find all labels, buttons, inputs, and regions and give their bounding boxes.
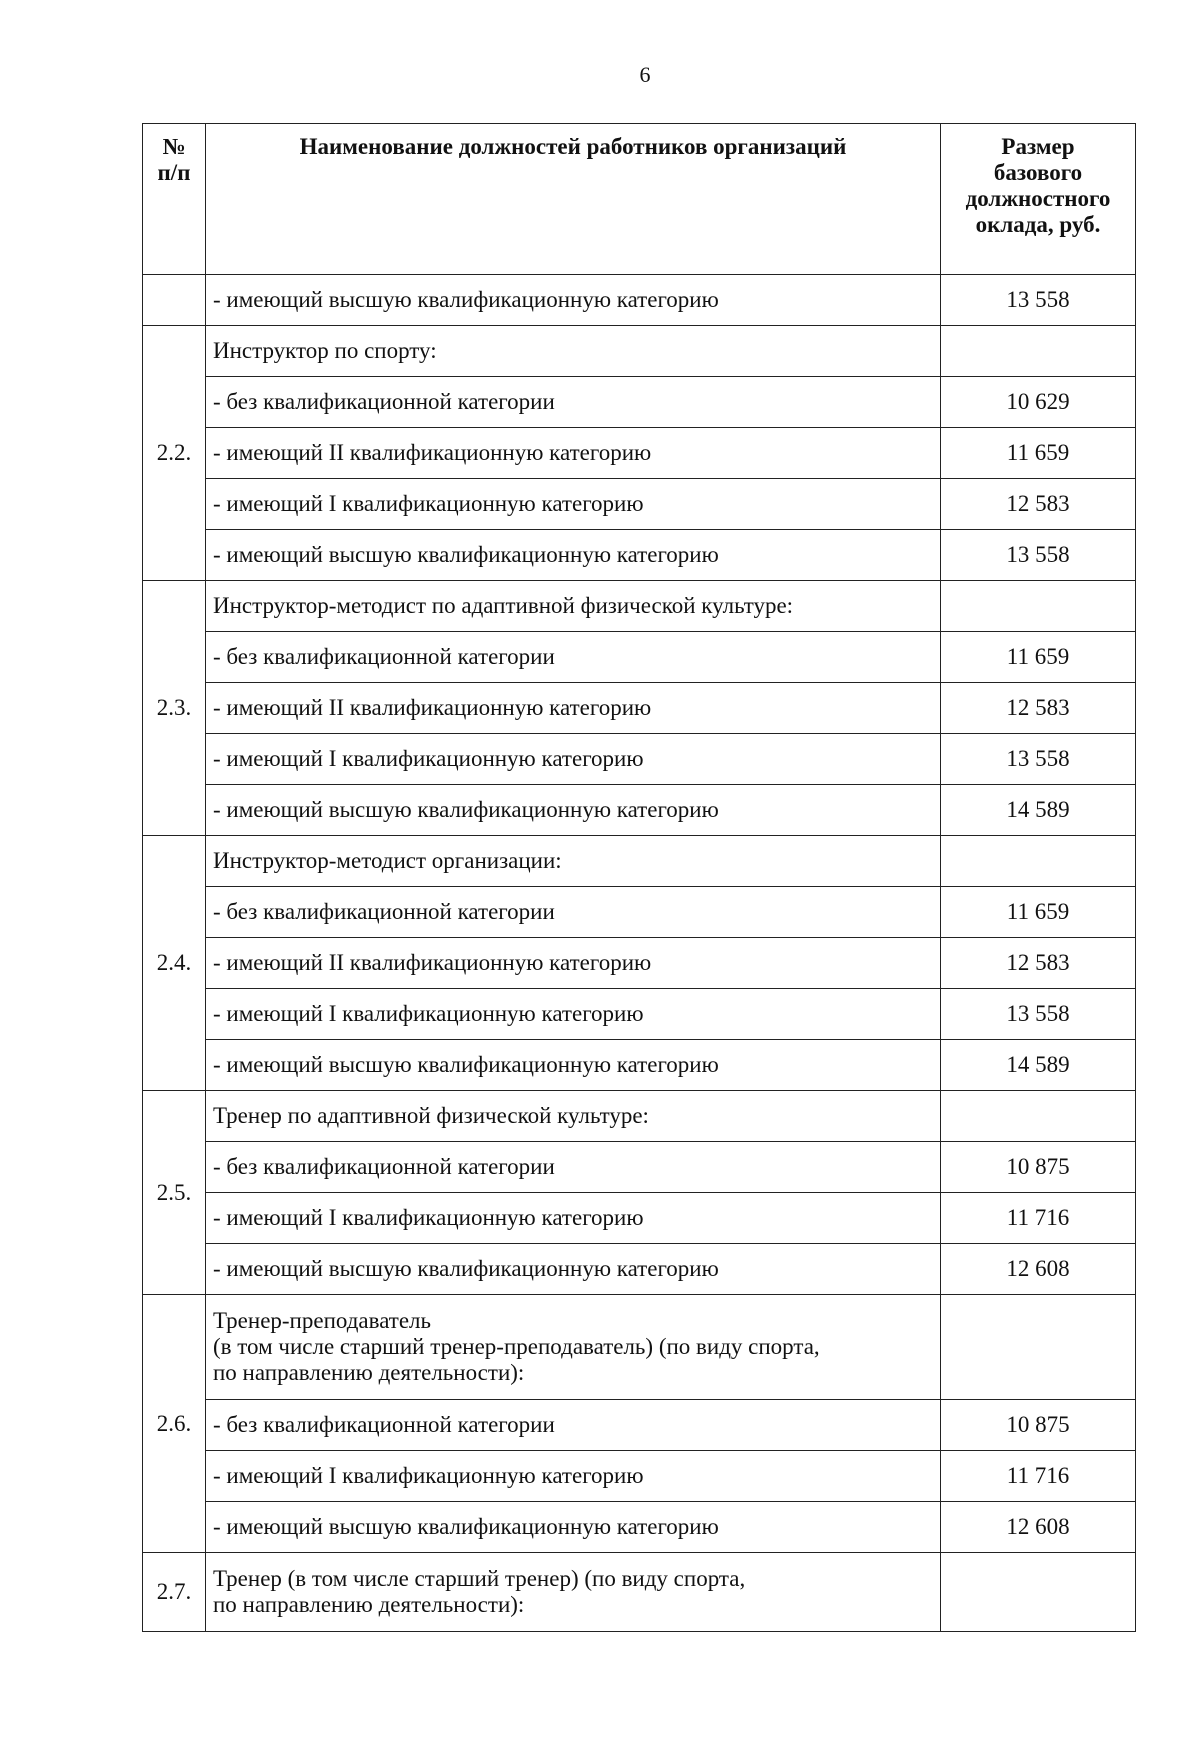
table-row	[143, 1400, 1136, 1451]
base-salary-amount	[941, 1295, 1136, 1400]
table-row	[143, 1295, 1136, 1400]
table-row	[143, 428, 1136, 479]
table-row	[143, 479, 1136, 530]
base-salary-amount	[941, 326, 1136, 377]
base-salary-amount: 12 583	[941, 938, 1136, 989]
position-name: - имеющий I квалификационную категорию	[206, 989, 941, 1040]
position-name-line: Тренер-преподаватель	[213, 1308, 432, 1333]
position-name: Инструктор-методист по адаптивной физической культуре:	[206, 581, 941, 632]
base-salary-amount: 11 716	[941, 1193, 1136, 1244]
table-row	[143, 836, 1136, 887]
position-name: - имеющий II квалификационную категорию	[206, 428, 941, 479]
header-base-salary-line: оклада, руб.	[975, 212, 1101, 237]
header-base-salary-line: должностного	[965, 186, 1111, 211]
base-salary-amount: 14 589	[941, 1040, 1136, 1091]
table-row	[143, 1553, 1136, 1632]
base-salary-amount	[941, 1553, 1136, 1632]
table-row	[143, 1451, 1136, 1502]
table-row	[143, 1091, 1136, 1142]
base-salary-amount: 10 875	[941, 1142, 1136, 1193]
salary-table	[142, 123, 1136, 1632]
base-salary-amount: 13 558	[941, 530, 1136, 581]
row-number: 2.4.	[143, 836, 206, 1091]
table-row	[143, 1244, 1136, 1295]
page-number: 6	[639, 62, 651, 87]
position-name-line: по направлению деятельности):	[213, 1360, 525, 1385]
row-number: 2.3.	[143, 581, 206, 836]
header-position-name: Наименование должностей работников организаций	[206, 124, 941, 275]
table-header-row	[143, 124, 1136, 275]
position-name: - имеющий высшую квалификационную категорию	[206, 1040, 941, 1091]
position-name: - без квалификационной категории	[206, 377, 941, 428]
position-name: - имеющий I квалификационную категорию	[206, 1193, 941, 1244]
position-name	[206, 1295, 941, 1400]
position-name: - без квалификационной категории	[206, 1142, 941, 1193]
base-salary-amount: 13 558	[941, 275, 1136, 326]
table-row	[143, 887, 1136, 938]
position-name: Инструктор по спорту:	[206, 326, 941, 377]
row-number: 2.7.	[143, 1553, 206, 1632]
position-name-line: Тренер (в том числе старший тренер) (по виду спорта,	[213, 1566, 746, 1591]
row-number: 2.6.	[143, 1295, 206, 1553]
header-base-salary-line: Размер	[1001, 134, 1075, 159]
base-salary-amount: 12 583	[941, 479, 1136, 530]
base-salary-amount: 13 558	[941, 989, 1136, 1040]
position-name: - без квалификационной категории	[206, 632, 941, 683]
position-name: - имеющий I квалификационную категорию	[206, 1451, 941, 1502]
base-salary-amount: 12 583	[941, 683, 1136, 734]
position-name: Инструктор-методист организации:	[206, 836, 941, 887]
position-name-line: (в том числе старший тренер-преподаватель) (по виду спорта,	[213, 1334, 820, 1359]
table-row	[143, 581, 1136, 632]
position-name: - имеющий I квалификационную категорию	[206, 734, 941, 785]
base-salary-amount: 14 589	[941, 785, 1136, 836]
position-name: - без квалификационной категории	[206, 887, 941, 938]
table-row	[143, 938, 1136, 989]
position-name: - имеющий II квалификационную категорию	[206, 938, 941, 989]
base-salary-amount: 10 629	[941, 377, 1136, 428]
base-salary-amount: 11 716	[941, 1451, 1136, 1502]
position-name: - без квалификационной категории	[206, 1400, 941, 1451]
position-name: - имеющий I квалификационную категорию	[206, 479, 941, 530]
position-name: - имеющий высшую квалификационную категорию	[206, 530, 941, 581]
base-salary-amount: 10 875	[941, 1400, 1136, 1451]
position-name: - имеющий II квалификационную категорию	[206, 683, 941, 734]
position-name: Тренер по адаптивной физической культуре:	[206, 1091, 941, 1142]
table-row	[143, 326, 1136, 377]
base-salary-amount: 11 659	[941, 428, 1136, 479]
base-salary-amount	[941, 836, 1136, 887]
table-row	[143, 734, 1136, 785]
position-name-line: по направлению деятельности):	[213, 1592, 525, 1617]
table-row	[143, 1193, 1136, 1244]
table-row	[143, 1040, 1136, 1091]
table-row	[143, 275, 1136, 326]
table-row	[143, 377, 1136, 428]
table-row	[143, 632, 1136, 683]
base-salary-amount: 12 608	[941, 1502, 1136, 1553]
base-salary-amount: 11 659	[941, 632, 1136, 683]
table-row	[143, 1142, 1136, 1193]
position-name: - имеющий высшую квалификационную категорию	[206, 1502, 941, 1553]
table-row	[143, 1502, 1136, 1553]
position-name: - имеющий высшую квалификационную категорию	[206, 275, 941, 326]
table-row	[143, 683, 1136, 734]
position-name: - имеющий высшую квалификационную категорию	[206, 1244, 941, 1295]
position-name: - имеющий высшую квалификационную категорию	[206, 785, 941, 836]
table-row	[143, 785, 1136, 836]
header-number: № п/п	[143, 124, 206, 275]
row-number: 2.2.	[143, 326, 206, 581]
row-number: 2.5.	[143, 1091, 206, 1295]
row-number	[143, 275, 206, 326]
table-row	[143, 530, 1136, 581]
position-name	[206, 1553, 941, 1632]
base-salary-amount: 13 558	[941, 734, 1136, 785]
base-salary-amount	[941, 581, 1136, 632]
table-body	[143, 275, 1136, 1632]
base-salary-amount: 11 659	[941, 887, 1136, 938]
base-salary-amount	[941, 1091, 1136, 1142]
base-salary-amount: 12 608	[941, 1244, 1136, 1295]
header-base-salary	[941, 124, 1136, 275]
header-base-salary-line: базового	[993, 160, 1083, 185]
table-row	[143, 989, 1136, 1040]
